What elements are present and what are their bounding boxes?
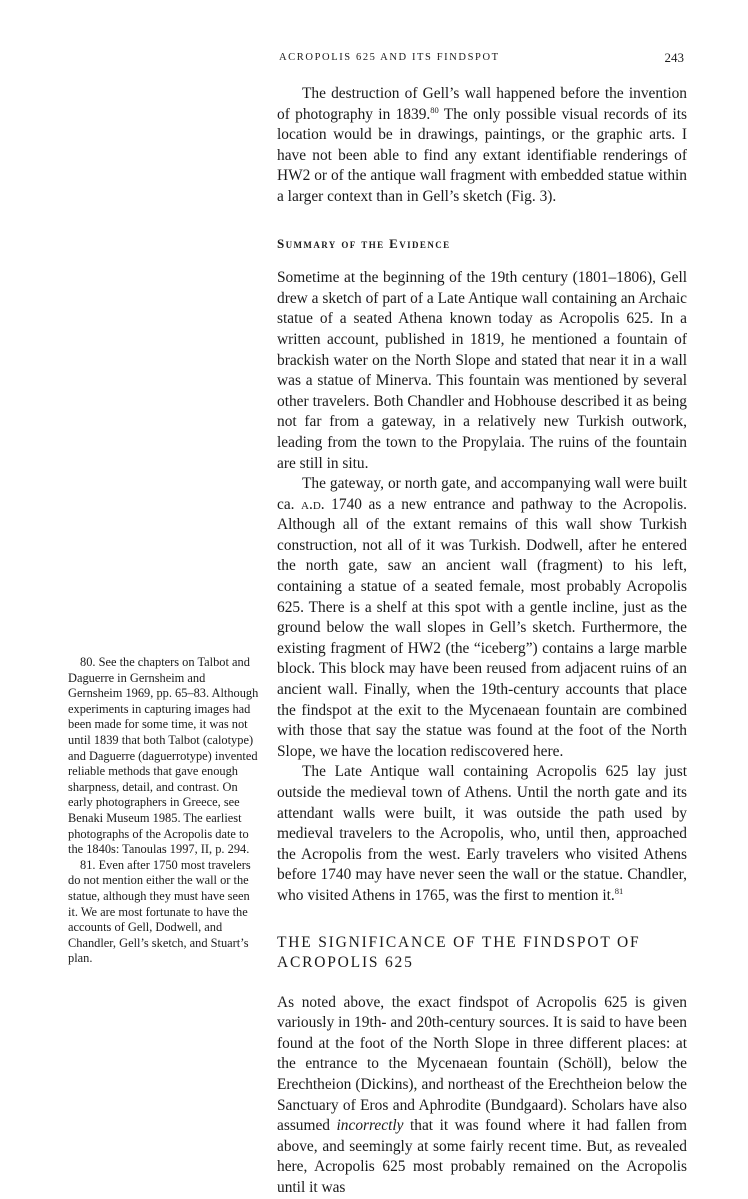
text-span: The destruction of Gell’s wall happened before the invention of photography in 1839. — [277, 85, 687, 123]
text-span: The only possible visual records of its location would be in drawings, paintings, or the graphic arts. I have not been able to find any extant identifiable renderings of HW2 or of the antique wall fragment with embedded statue within a larger context than in Gell’s sketch (Fig. 3). — [277, 105, 688, 205]
text-span: 1740 as a new entrance and pathway to the Acropolis. Although all of the extant remains of this wall show Turkish construction, not all of it was Turkish. Dodwell, after he entered the north gate, saw an ancient wall (fragment) to his left, containing a statue of a seated female, most probably Acropolis 625. There is a shelf at this spot with a gentle incline, just as the ground below the wall slopes in Gell’s sketch. Furthermore, the existing fragment of HW2 (the “iceberg”) contains a large marble block. This block may have been reused from adjacent ruins of an ancient wall. Finally, when the 19th-century accounts that place the findspot at the exit to the Mycenaean fountain are combined with those that say the statue was found at the foot of the North Slope, we have the location rediscovered here. — [277, 495, 687, 760]
text-span: As noted above, the exact findspot of Acropolis 625 is given variously in 19th- and 20th-century sources. It is said to have been found at the foot of the North Slope in three different places: at the entrance to the Mycenaean fountain (Schöll), below the Erechtheion (Dickins), and northeast of the Erechtheion below the Sanctuary of Eros and Aphrodite (Bundgaard). Scholars have also assumed — [277, 993, 687, 1135]
text-span: The gateway, or north gate, and accompanying wall were built ca. — [277, 475, 687, 513]
emphasis-incorrectly: incorrectly — [336, 1117, 404, 1135]
running-head: ACROPOLIS 625 AND ITS FINDSPOT — [279, 52, 500, 63]
footnote-ref-80[interactable]: 80 — [430, 104, 439, 115]
footnotes — [68, 655, 260, 967]
main-text-column — [277, 84, 687, 1199]
section-heading-summary: Summary of the Evidence — [277, 235, 451, 251]
footnote-ref-81[interactable]: 81 — [614, 885, 624, 896]
paragraph-findspot-sources — [277, 993, 687, 1199]
page-number: 243 — [664, 50, 684, 65]
footnote-81: 81. Even after 1750 most travelers do not mention either the wall or the statue, although they must have seen it. We are most fortunate to have the accounts of Gell, Dodwell, and Chandler, Gell’s sketch, and Stuart’s plan. — [68, 857, 251, 966]
era-abbreviation: a.d. — [301, 495, 325, 513]
paragraph-late-antique-wall — [277, 762, 687, 906]
paragraph-north-gate — [277, 474, 687, 762]
paragraph-summary-gell: Sometime at the beginning of the 19th century (1801–1806), Gell drew a sketch of part of a Late Antique wall containing an Archaic statue of a seated Athena known today as Acropolis 625. In a written account, published in 1819, he mentioned a fountain of brackish water on the North Slope and stated that near it in a wall was a statue of Minerva. This fountain was mentioned by several other travelers. Both Chandler and Hobhouse described it as being not far from a gateway, in a relatively new Turkish outwork, leading from the town to the Propylaia. The ruins of the fountain are still in situ. — [277, 269, 687, 472]
section-heading-significance: THE SIGNIFICANCE OF THE FINDSPOT OF ACROPOLIS 625 — [277, 933, 641, 971]
text-span: that it was found where it had fallen from above, and seemingly at some fairly recent time. But, as revealed here, Acropolis 625 most probably remained on the Acropolis until it was — [277, 1117, 687, 1196]
text-span: The Late Antique wall containing Acropolis 625 lay just outside the medieval town of Athens. Until the north gate and its attendant walls were built, it was outside the path used by medieval travelers to the Acropolis, who, until then, approached the Acropolis from the west. Early travelers who visited Athens before 1740 may have never seen the wall or the statue. Chandler, who visited Athens in 1765, was the first to mention it. — [277, 763, 687, 904]
footnote-80: 80. See the chapters on Talbot and Daguerre in Gernsheim and Gernsheim 1969, pp. 65–83. Although experiments in capturing images had been made for some time, it was not until 1839 that both Talbot (calotype) and Daguerre (daguerrotype) invented reliable methods that gave enough sharpness, detail, and contrast. On early photographers in Greece, see Benaki Museum 1985. The earliest photographs of the Acropolis date to the 1840s: Tanoulas 1997, II, p. 294. — [68, 655, 259, 857]
paragraph-photography — [277, 84, 687, 208]
